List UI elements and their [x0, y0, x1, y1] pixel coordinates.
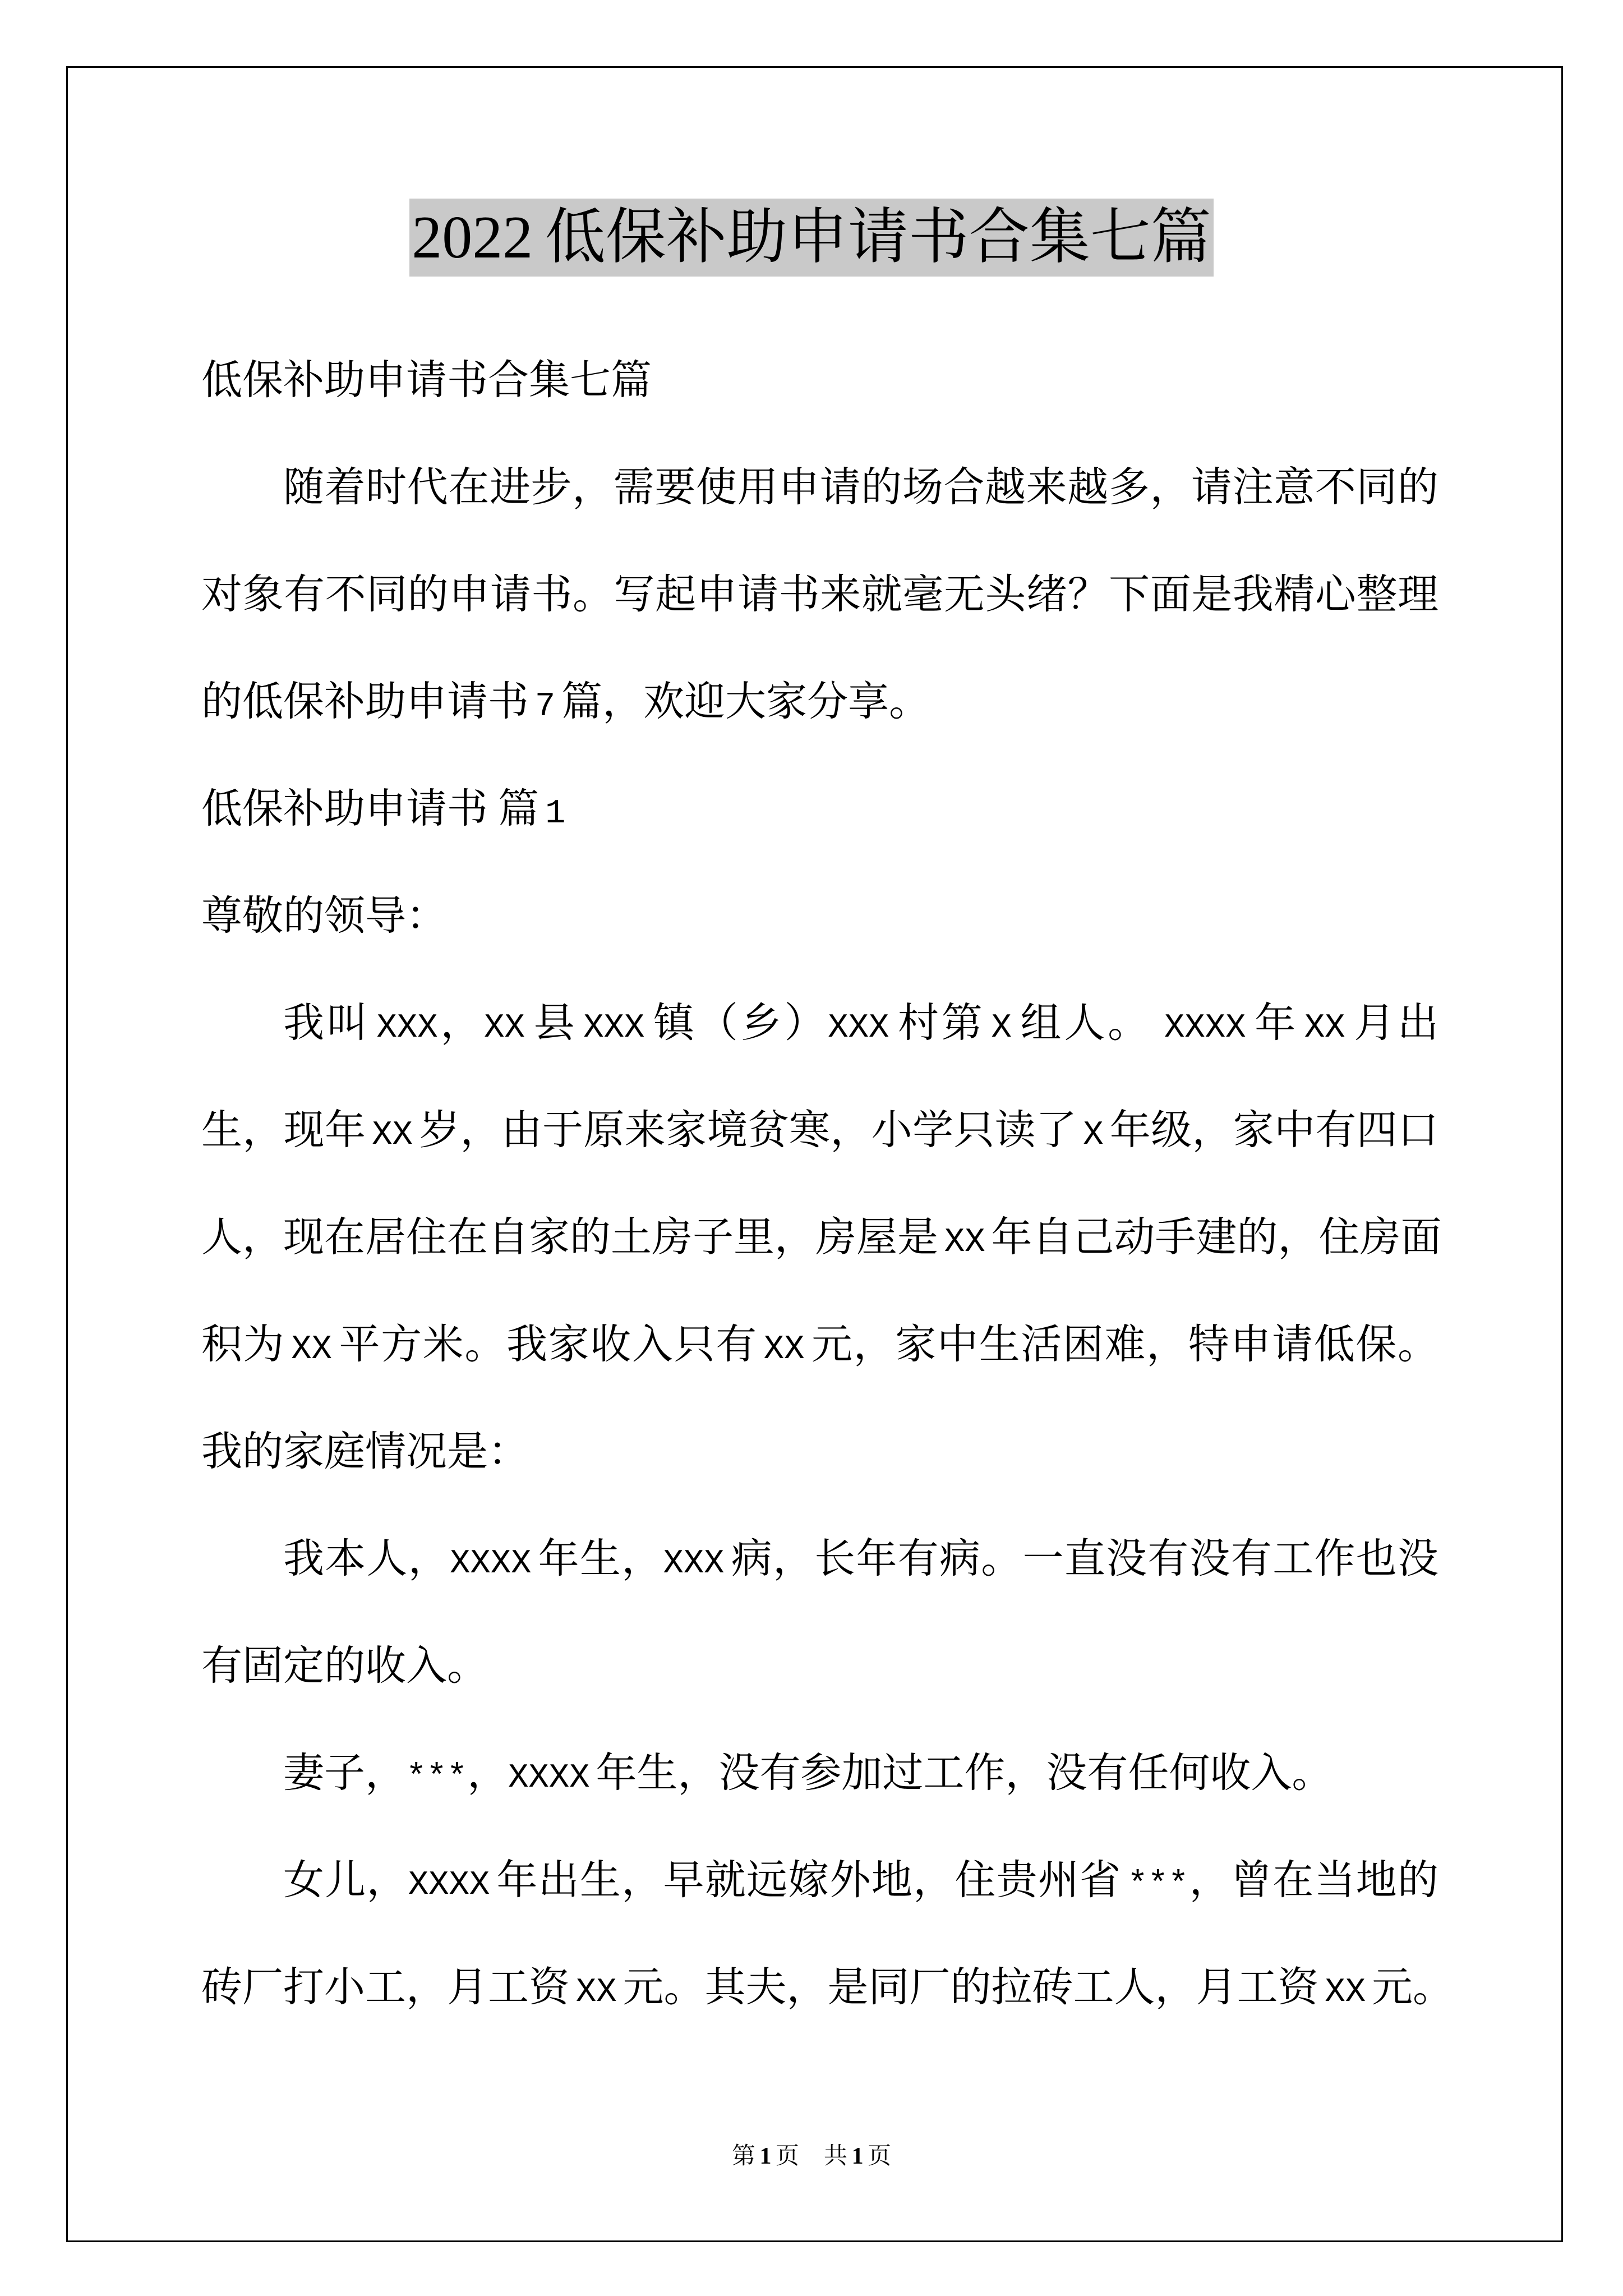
title-block: [0, 199, 1623, 277]
latin-run: 1: [851, 2143, 864, 2169]
latin-run: XX: [575, 1973, 617, 2012]
latin-run: 1: [759, 2143, 772, 2169]
body-line: 我叫 XXX，XX 县 XXX 镇（乡）XXX 村第 X 组人。 XXXX 年 XX 月出: [283, 1000, 1439, 1047]
body-line: 对象有不同的申请书。写起申请书来就毫无头绪？下面是我精心整理: [201, 572, 1438, 617]
body-line: 随着时代在进步，需要使用申请的场合越来越多，请注意不同的: [283, 464, 1438, 510]
latin-run: X: [1083, 1116, 1104, 1154]
latin-run: XX: [291, 1331, 332, 1369]
latin-run: XXX: [828, 1009, 889, 1047]
page-footer: [0, 2141, 1623, 2172]
body-line: 人，现在居住在自家的土房子里，房屋是 XX 年自己动手建的，住房面: [201, 1214, 1442, 1262]
latin-run: XXX: [376, 1009, 438, 1047]
body-line: 有固定的收入。: [201, 1643, 488, 1688]
body-line: 妻子，***，XXXX 年生，没有参加过工作，没有任何收入。: [283, 1750, 1333, 1797]
body-line: 低保补助申请书合集七篇: [201, 357, 652, 403]
latin-run: 7: [534, 688, 556, 726]
latin-run: XXXX: [1164, 1009, 1246, 1047]
salutation: [201, 862, 1438, 969]
section-heading: [201, 755, 1438, 862]
latin-run: XX: [944, 1223, 985, 1262]
body-line: 积为 XX 平方米。我家收入只有 XX 元，家中生活困难，特申请低保。: [201, 1322, 1439, 1369]
body-line: 尊敬的领导：: [201, 893, 447, 938]
body-line: 低保补助申请书 篇 1: [201, 786, 566, 833]
latin-run: XX: [484, 1009, 525, 1047]
latin-run: XX: [763, 1331, 805, 1369]
latin-run: X: [991, 1009, 1012, 1047]
applicant-paragraph: [201, 969, 1442, 1505]
latin-run: XXX: [663, 1545, 725, 1583]
document-title: 2022 低保补助申请书合集七篇: [409, 199, 1214, 277]
daughter-paragraph: [201, 1826, 1454, 2041]
latin-run: 1: [545, 795, 566, 833]
latin-run: ***: [1127, 1866, 1189, 1904]
latin-run: XXXX: [408, 1866, 490, 1904]
latin-run: XXXX: [450, 1545, 532, 1583]
latin-run: XXX: [583, 1009, 645, 1047]
wife-paragraph: [201, 1719, 1438, 1826]
latin-run: XX: [1304, 1009, 1345, 1047]
intro-paragraph: [201, 434, 1438, 755]
self-paragraph: [201, 1505, 1438, 1719]
latin-run: 2022: [412, 204, 533, 271]
body-line: 我本人，XXXX 年生，XXX 病，长年有病。一直没有没有工作也没: [283, 1536, 1439, 1583]
latin-run: XX: [372, 1116, 413, 1154]
body-line: 生，现年 XX 岁，由于原来家境贫寒，小学只读了 X 年级，家中有四口: [201, 1107, 1439, 1154]
body-line: 我的家庭情况是：: [201, 1429, 529, 1474]
page-count: 共 1 页: [824, 2143, 892, 2169]
latin-run: XX: [1325, 1973, 1366, 2012]
body-line: 女儿，XXXX 年出生，早就远嫁外地，住贵州省 ***，曾在当地的: [283, 1857, 1439, 1904]
body-line: 砖厂打小工，月工资 XX 元。其夫，是同厂的拉砖工人，月工资 XX 元。: [201, 1964, 1454, 2012]
collection-heading: [201, 326, 1438, 434]
latin-run: ***: [406, 1759, 468, 1797]
document-body: [201, 326, 1454, 2041]
latin-run: XXXX: [508, 1759, 590, 1797]
body-line: 的低保补助申请书 7 篇，欢迎大家分享。: [201, 679, 930, 726]
page-number: 第 1 页: [731, 2143, 799, 2169]
